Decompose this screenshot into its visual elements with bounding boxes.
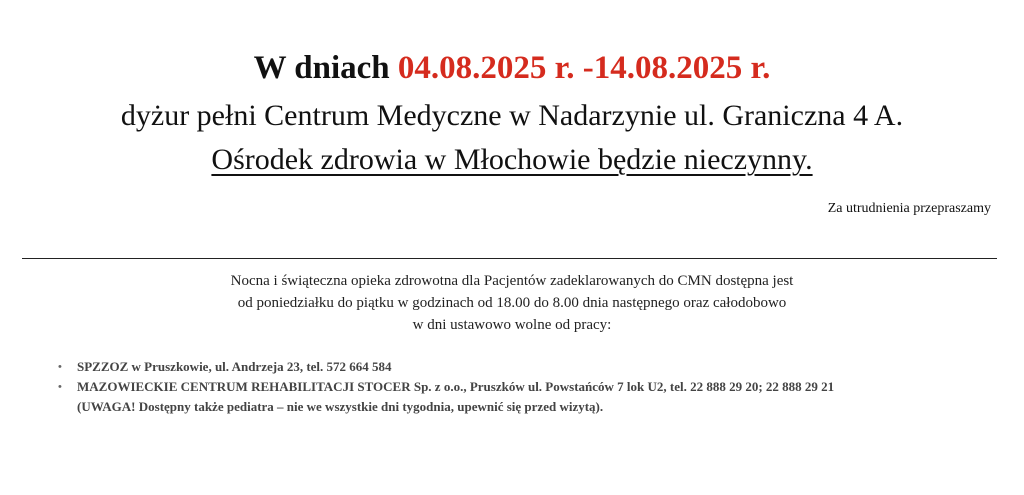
- section-divider: [22, 258, 997, 259]
- night-care-info: [0, 270, 1024, 336]
- facility-note: [58, 397, 834, 417]
- closed-clinic-line: [0, 140, 1024, 180]
- apology-note: Za utrudnienia przepraszamy: [827, 201, 991, 216]
- notice-headline: [0, 46, 1024, 90]
- night-care-line: w dni ustawowo wolne od pracy:: [412, 317, 612, 333]
- facility-text: SPZZOZ w Pruszkowie, ul. Andrzeja 23, tel. 572 664 584: [77, 359, 392, 374]
- duty-clinic-line: dyżur pełni Centrum Medyczne w Nadarzynie ul. Graniczna 4 A.: [120, 99, 904, 132]
- bullet-icon: •: [58, 361, 62, 373]
- headline-dates: 04.08.2025 r. -14.08.2025 r.: [397, 50, 771, 86]
- headline-prefix: W dniach: [253, 50, 398, 86]
- facility-note-text: (UWAGA! Dostępny także pediatra – nie we wszystkie dni tygodnia, upewnić się przed wizytą).: [77, 399, 604, 414]
- facility-item-stocer: [58, 377, 834, 397]
- facility-list: [58, 357, 834, 417]
- facility-item-spzzoz: [58, 357, 834, 377]
- night-care-line: od poniedziałku do piątku w godzinach od 18.00 do 8.00 dnia następnego oraz całodobowo: [237, 295, 787, 311]
- facility-text: MAZOWIECKIE CENTRUM REHABILITACJI STOCER Sp. z o.o., Pruszków ul. Powstańców 7 lok U2, tel. 22 888 29 20; 22 888 29 21: [77, 379, 835, 394]
- closed-clinic-text: Ośrodek zdrowia w Młochowie będzie nieczynny.: [211, 143, 813, 176]
- bullet-icon: •: [58, 381, 62, 393]
- night-care-line: Nocna i świąteczna opieka zdrowotna dla Pacjentów zadeklarowanych do CMN dostępna jest: [230, 273, 794, 289]
